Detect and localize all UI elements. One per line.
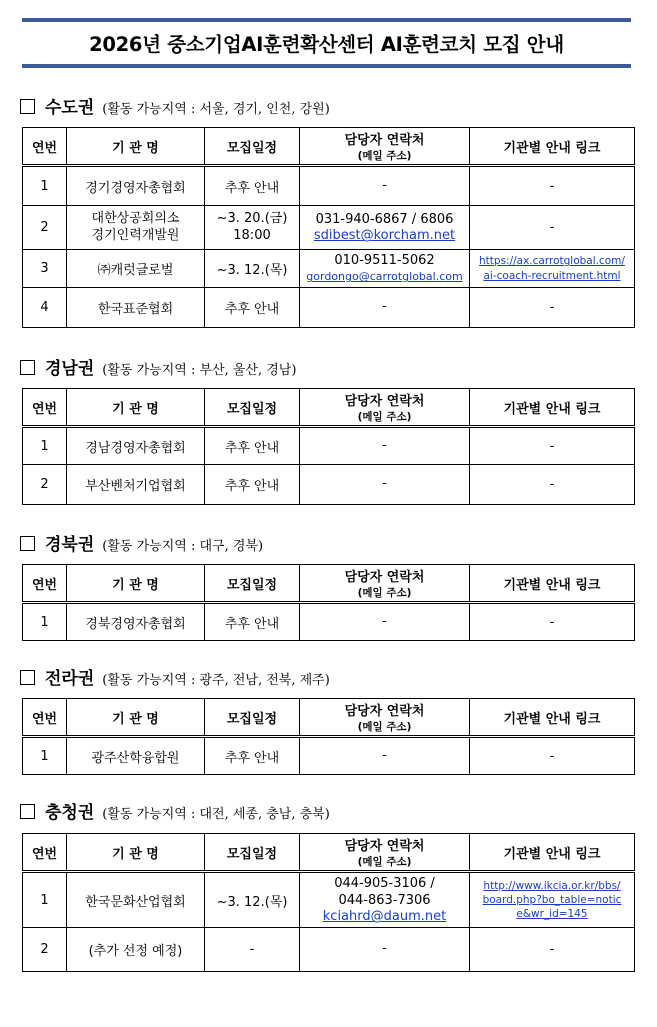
schedule-text: 추후 안내 <box>224 302 280 317</box>
checkbox-square-icon <box>20 99 35 114</box>
org-name: 광주산학융합원 <box>91 750 180 766</box>
schedule-cell <box>205 288 300 328</box>
schedule-text: 18:00 <box>233 227 271 243</box>
org-name: 경남경영자총협회 <box>85 440 186 456</box>
header-contact-sub: (메일 주소) <box>357 856 412 868</box>
org-cell <box>67 603 205 641</box>
schedule-cell <box>205 465 300 505</box>
schedule-text: 추후 안내 <box>224 440 280 456</box>
region-area: (활동 가능지역 : 부산, 울산, 경남) <box>102 363 297 378</box>
recruitment-table <box>22 388 635 505</box>
header-contact <box>300 699 470 737</box>
header-contact <box>300 834 470 872</box>
header-no: 연번 <box>23 389 67 427</box>
org-info-link-text[interactable]: https://ax.carrotglobal.com/ <box>479 255 625 268</box>
header-schedule: 모집일정 <box>205 699 300 737</box>
schedule-cell <box>205 872 300 928</box>
link-cell <box>470 737 635 775</box>
org-cell <box>67 250 205 288</box>
header-link: 기관별 안내 링크 <box>470 834 635 872</box>
contact-phone: - <box>382 299 387 315</box>
contact-phone: 044-905-3106 / <box>334 875 435 891</box>
contact-lines <box>300 476 469 493</box>
table-header-row <box>23 389 635 427</box>
region-heading <box>20 93 330 118</box>
row-number: 3 <box>23 250 67 288</box>
org-name: 부산벤처기업협회 <box>85 479 186 494</box>
header-contact-sub: (메일 주소) <box>357 150 412 162</box>
row-number: 1 <box>23 166 67 206</box>
contact-cell <box>300 206 470 250</box>
contact-lines <box>300 178 469 195</box>
schedule-cell <box>205 166 300 206</box>
header-link: 기관별 안내 링크 <box>470 565 635 603</box>
table-row <box>23 603 635 641</box>
link-cell <box>470 166 635 206</box>
table-row <box>23 288 635 328</box>
contact-phone: - <box>382 747 387 763</box>
link-empty: - <box>549 614 555 630</box>
header-no: 연번 <box>23 699 67 737</box>
schedule-text: ~3. 20.(금) <box>216 210 288 226</box>
org-cell <box>67 427 205 465</box>
region-name: 경북권 <box>45 535 95 555</box>
link-cell <box>470 427 635 465</box>
header-contact-sub: (메일 주소) <box>357 411 412 423</box>
title-banner <box>22 18 631 68</box>
header-contact <box>300 565 470 603</box>
row-number: 1 <box>23 872 67 928</box>
row-number: 1 <box>23 427 67 465</box>
org-info-link-text[interactable]: ai-coach-recruitment.html <box>483 269 621 282</box>
region-name: 경남권 <box>45 359 95 379</box>
header-contact-sub: (메일 주소) <box>357 587 412 599</box>
table-row <box>23 427 635 465</box>
page-title: 2026년 중소기업AI훈련확산센터 AI훈련코치 모집 안내 <box>89 33 564 56</box>
recruitment-table <box>22 698 635 775</box>
org-name: 대한상공회의소 <box>91 210 180 226</box>
link-cell <box>470 603 635 641</box>
header-org: 기 관 명 <box>67 699 205 737</box>
header-no: 연번 <box>23 834 67 872</box>
row-number: 2 <box>23 206 67 250</box>
table-header-row <box>23 565 635 603</box>
header-schedule: 모집일정 <box>205 834 300 872</box>
table-row <box>23 872 635 928</box>
row-number: 4 <box>23 288 67 328</box>
schedule-text: 추후 안내 <box>224 750 280 766</box>
region-name: 수도권 <box>45 98 95 118</box>
table-header-row <box>23 128 635 166</box>
contact-cell <box>300 603 470 641</box>
region-area: (활동 가능지역 : 대전, 세종, 충남, 충북) <box>102 807 330 822</box>
schedule-text: 추후 안내 <box>224 616 280 632</box>
org-name: 경북경영자총협회 <box>85 616 186 632</box>
checkbox-square-icon <box>20 360 35 375</box>
link-empty: - <box>549 300 555 315</box>
checkbox-square-icon <box>20 804 35 819</box>
org-name: ㈜캐럿글로벌 <box>97 263 174 278</box>
header-contact-label: 담당자 연락처 <box>344 133 425 148</box>
header-org: 기 관 명 <box>67 565 205 603</box>
link-empty: - <box>549 477 555 492</box>
table-header-row <box>23 699 635 737</box>
org-info-link-text[interactable]: e&wr_id=145 <box>516 908 588 921</box>
contact-lines <box>300 614 469 631</box>
contact-phone: - <box>382 476 387 492</box>
schedule-text: 추후 안내 <box>224 479 280 494</box>
header-link: 기관별 안내 링크 <box>470 699 635 737</box>
region-name: 전라권 <box>45 669 95 689</box>
contact-cell <box>300 737 470 775</box>
org-name: 한국표준협회 <box>97 302 174 317</box>
link-empty: - <box>549 942 555 957</box>
header-org: 기 관 명 <box>67 389 205 427</box>
org-cell <box>67 872 205 928</box>
region-area: (활동 가능지역 : 대구, 경북) <box>102 539 264 554</box>
schedule-text: ~3. 12.(목) <box>216 894 288 910</box>
org-info-link-text[interactable]: board.php?bo_table=notic <box>482 893 622 906</box>
link-cell <box>470 206 635 250</box>
schedule-cell <box>205 737 300 775</box>
table-row <box>23 250 635 288</box>
contact-lines <box>300 438 469 455</box>
table-header-row <box>23 834 635 872</box>
header-link: 기관별 안내 링크 <box>470 389 635 427</box>
contact-lines <box>300 941 469 958</box>
contact-phone: 044-863-7306 <box>338 892 431 908</box>
contact-lines <box>300 748 469 765</box>
region-name: 충청권 <box>45 803 95 823</box>
header-contact <box>300 389 470 427</box>
table-row <box>23 928 635 972</box>
header-no: 연번 <box>23 128 67 166</box>
row-number: 2 <box>23 928 67 972</box>
header-contact-label: 담당자 연락처 <box>344 839 425 854</box>
row-number: 1 <box>23 737 67 775</box>
org-info-link[interactable] <box>470 879 634 922</box>
table-row <box>23 737 635 775</box>
schedule-cell <box>205 928 300 972</box>
recruitment-table <box>22 127 635 328</box>
contact-email-link[interactable]: kciahrd@daum.net <box>322 909 447 925</box>
header-link: 기관별 안내 링크 <box>470 128 635 166</box>
header-schedule: 모집일정 <box>205 565 300 603</box>
region-heading <box>20 354 296 379</box>
region-heading <box>20 664 330 689</box>
org-cell <box>67 928 205 972</box>
header-schedule: 모집일정 <box>205 389 300 427</box>
region-area: (활동 가능지역 : 서울, 경기, 인천, 강원) <box>102 102 330 117</box>
region-heading <box>20 530 263 555</box>
link-cell <box>470 872 635 928</box>
org-name-lines <box>67 211 204 245</box>
contact-phone: - <box>382 437 387 453</box>
region-area: (활동 가능지역 : 광주, 전남, 전북, 제주) <box>102 673 330 688</box>
contact-lines <box>300 253 469 285</box>
row-number: 1 <box>23 603 67 641</box>
org-info-link-text[interactable]: http://www.ikcia.or.kr/bbs/ <box>483 879 621 892</box>
table-row <box>23 465 635 505</box>
contact-phone: 031-940-6867 / 6806 <box>315 211 454 227</box>
contact-cell <box>300 427 470 465</box>
contact-phone: - <box>382 941 387 957</box>
header-contact-label: 담당자 연락처 <box>344 394 425 409</box>
contact-phone: - <box>382 177 387 193</box>
link-cell <box>470 288 635 328</box>
link-empty: - <box>549 178 555 194</box>
header-contact-sub: (메일 주소) <box>357 721 412 733</box>
org-cell <box>67 206 205 250</box>
header-contact <box>300 128 470 166</box>
schedule-cell <box>205 603 300 641</box>
org-cell <box>67 166 205 206</box>
contact-email-link[interactable]: sdibest@korcham.net <box>313 228 456 244</box>
org-name: 한국문화산업협회 <box>85 894 186 910</box>
org-cell <box>67 737 205 775</box>
schedule-text: 추후 안내 <box>224 180 280 196</box>
schedule-text: ~3. 12.(목) <box>216 263 288 278</box>
row-number: 2 <box>23 465 67 505</box>
recruitment-table <box>22 564 635 641</box>
schedule-text: - <box>249 942 255 957</box>
contact-cell <box>300 928 470 972</box>
table-row <box>23 206 635 250</box>
contact-email-link[interactable]: gordongo@carrotglobal.com <box>306 270 463 284</box>
contact-cell <box>300 465 470 505</box>
link-empty: - <box>549 748 555 764</box>
schedule-cell <box>205 427 300 465</box>
org-name: 경기인력개발원 <box>91 227 180 243</box>
contact-lines <box>300 876 469 925</box>
header-contact-label: 담당자 연락처 <box>344 570 425 585</box>
link-cell <box>470 465 635 505</box>
header-org: 기 관 명 <box>67 834 205 872</box>
org-name: 경기경영자총협회 <box>85 180 186 196</box>
org-name: (추가 선정 예정) <box>88 944 183 959</box>
header-schedule: 모집일정 <box>205 128 300 166</box>
region-heading <box>20 798 330 823</box>
checkbox-square-icon <box>20 536 35 551</box>
link-cell <box>470 250 635 288</box>
header-no: 연번 <box>23 565 67 603</box>
contact-cell <box>300 250 470 288</box>
link-empty: - <box>549 220 555 235</box>
contact-phone: 010-9511-5062 <box>334 252 435 268</box>
link-empty: - <box>549 438 555 454</box>
contact-cell <box>300 166 470 206</box>
contact-lines <box>300 299 469 316</box>
contact-cell <box>300 288 470 328</box>
checkbox-square-icon <box>20 670 35 685</box>
org-cell <box>67 465 205 505</box>
table-row <box>23 166 635 206</box>
org-info-link[interactable] <box>470 254 634 282</box>
org-cell <box>67 288 205 328</box>
header-org: 기 관 명 <box>67 128 205 166</box>
contact-lines <box>300 212 469 244</box>
schedule-cell <box>205 206 300 250</box>
schedule-text-lines <box>205 211 299 245</box>
link-cell <box>470 928 635 972</box>
contact-phone: - <box>382 613 387 629</box>
contact-cell <box>300 872 470 928</box>
schedule-cell <box>205 250 300 288</box>
recruitment-table <box>22 833 635 972</box>
header-contact-label: 담당자 연락처 <box>344 704 425 719</box>
